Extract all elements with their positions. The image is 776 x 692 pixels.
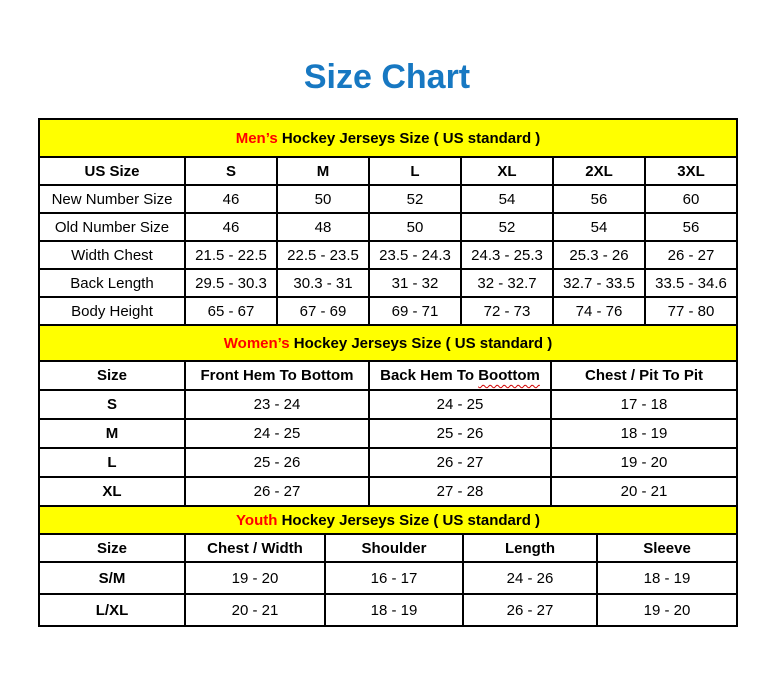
mens-table-row (39, 241, 737, 269)
mens-value-cell: 67 - 69 (277, 297, 369, 325)
youth-column-header: Chest / Width (185, 534, 325, 562)
mens-banner-row (39, 119, 737, 157)
womens-column-header: Front Hem To Bottom (185, 361, 369, 390)
mens-row-label: Back Length (39, 269, 185, 297)
mens-value-cell: 50 (369, 213, 461, 241)
mens-header-row (39, 157, 737, 185)
womens-value-cell: 19 - 20 (551, 448, 737, 477)
youth-table-row (39, 562, 737, 594)
womens-value-cell: 27 - 28 (369, 477, 551, 506)
youth-value-cell: 18 - 19 (597, 562, 737, 594)
mens-value-cell: 46 (185, 185, 277, 213)
mens-value-cell: 22.5 - 23.5 (277, 241, 369, 269)
youth-column-header: Size (39, 534, 185, 562)
mens-value-cell: 54 (553, 213, 645, 241)
mens-value-cell: 52 (369, 185, 461, 213)
womens-table-row (39, 448, 737, 477)
womens-row-label: L (39, 448, 185, 477)
mens-column-header: 2XL (553, 157, 645, 185)
womens-value-cell: 17 - 18 (551, 390, 737, 419)
womens-column-header: Chest / Pit To Pit (551, 361, 737, 390)
mens-value-cell: 50 (277, 185, 369, 213)
youth-row-label: S/M (39, 562, 185, 594)
mens-value-cell: 54 (461, 185, 553, 213)
mens-value-cell: 77 - 80 (645, 297, 737, 325)
youth-table-row (39, 594, 737, 626)
womens-value-cell: 25 - 26 (185, 448, 369, 477)
womens-column-header: Back Hem To Boottom (369, 361, 551, 390)
youth-header-row (39, 534, 737, 562)
mens-value-cell: 29.5 - 30.3 (185, 269, 277, 297)
youth-value-cell: 20 - 21 (185, 594, 325, 626)
mens-column-header: L (369, 157, 461, 185)
youth-column-header: Length (463, 534, 597, 562)
womens-banner-row (39, 325, 737, 361)
mens-table-row (39, 297, 737, 325)
womens-row-label: XL (39, 477, 185, 506)
mens-value-cell: 74 - 76 (553, 297, 645, 325)
misspelled-word: Boottom (478, 367, 540, 384)
womens-row-label: M (39, 419, 185, 448)
mens-section-banner: Men’s Hockey Jerseys Size ( US standard ) (39, 119, 737, 157)
mens-column-header: S (185, 157, 277, 185)
youth-banner-row (39, 506, 737, 534)
womens-header-row (39, 361, 737, 390)
mens-value-cell: 56 (553, 185, 645, 213)
womens-banner-highlight: Women’s (223, 334, 290, 352)
mens-size-table (38, 118, 738, 326)
mens-column-header: M (277, 157, 369, 185)
womens-value-cell: 20 - 21 (551, 477, 737, 506)
mens-value-cell: 24.3 - 25.3 (461, 241, 553, 269)
youth-row-label: L/XL (39, 594, 185, 626)
womens-table-row (39, 390, 737, 419)
mens-value-cell: 25.3 - 26 (553, 241, 645, 269)
womens-table-row (39, 419, 737, 448)
mens-value-cell: 72 - 73 (461, 297, 553, 325)
mens-value-cell: 46 (185, 213, 277, 241)
mens-value-cell: 60 (645, 185, 737, 213)
mens-column-header: 3XL (645, 157, 737, 185)
mens-value-cell: 30.3 - 31 (277, 269, 369, 297)
mens-value-cell: 69 - 71 (369, 297, 461, 325)
mens-value-cell: 26 - 27 (645, 241, 737, 269)
womens-size-table (38, 324, 738, 507)
mens-value-cell: 65 - 67 (185, 297, 277, 325)
mens-value-cell: 48 (277, 213, 369, 241)
mens-table-row (39, 213, 737, 241)
mens-row-label: New Number Size (39, 185, 185, 213)
youth-value-cell: 19 - 20 (597, 594, 737, 626)
mens-column-header: XL (461, 157, 553, 185)
youth-size-table (38, 505, 738, 627)
womens-section-banner: Women’s Hockey Jerseys Size ( US standard ) (39, 325, 737, 361)
mens-row-label: Width Chest (39, 241, 185, 269)
mens-value-cell: 33.5 - 34.6 (645, 269, 737, 297)
mens-banner-highlight: Men’s (235, 129, 278, 147)
mens-value-cell: 32.7 - 33.5 (553, 269, 645, 297)
mens-value-cell: 21.5 - 22.5 (185, 241, 277, 269)
size-chart-document (38, 0, 736, 627)
mens-table-row (39, 269, 737, 297)
mens-value-cell: 23.5 - 24.3 (369, 241, 461, 269)
mens-value-cell: 31 - 32 (369, 269, 461, 297)
womens-column-header: Size (39, 361, 185, 390)
womens-table-row (39, 477, 737, 506)
mens-value-cell: 52 (461, 213, 553, 241)
womens-value-cell: 26 - 27 (185, 477, 369, 506)
womens-value-cell: 18 - 19 (551, 419, 737, 448)
mens-row-label: Old Number Size (39, 213, 185, 241)
youth-section-banner: Youth Hockey Jerseys Size ( US standard ) (39, 506, 737, 534)
womens-value-cell: 25 - 26 (369, 419, 551, 448)
mens-table-row (39, 185, 737, 213)
youth-banner-highlight: Youth (236, 511, 278, 529)
youth-value-cell: 19 - 20 (185, 562, 325, 594)
youth-value-cell: 24 - 26 (463, 562, 597, 594)
youth-column-header: Shoulder (325, 534, 463, 562)
youth-column-header: Sleeve (597, 534, 737, 562)
youth-value-cell: 16 - 17 (325, 562, 463, 594)
womens-value-cell: 24 - 25 (185, 419, 369, 448)
mens-row-label: Body Height (39, 297, 185, 325)
youth-value-cell: 26 - 27 (463, 594, 597, 626)
womens-value-cell: 23 - 24 (185, 390, 369, 419)
mens-value-cell: 32 - 32.7 (461, 269, 553, 297)
mens-value-cell: 56 (645, 213, 737, 241)
womens-value-cell: 26 - 27 (369, 448, 551, 477)
page-title: Size Chart (303, 58, 471, 96)
mens-column-header: US Size (39, 157, 185, 185)
youth-value-cell: 18 - 19 (325, 594, 463, 626)
womens-row-label: S (39, 390, 185, 419)
womens-value-cell: 24 - 25 (369, 390, 551, 419)
